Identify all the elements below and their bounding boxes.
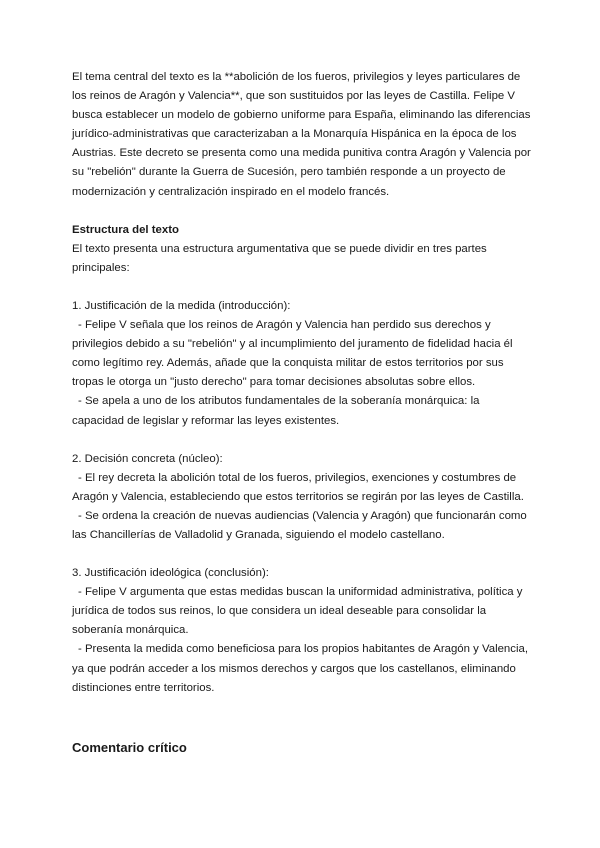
document-page xyxy=(72,68,532,757)
section-3-title: 3. Justificación ideológica (conclusión): xyxy=(72,567,269,580)
section-1-point-2: - Se apela a uno de los atributos fundamentales de la soberanía monárquica: la capacidad de legislar y reformar las leyes existentes. xyxy=(72,395,480,427)
spacer xyxy=(72,545,532,564)
spacer xyxy=(72,431,532,450)
section-2-title: 2. Decisión concreta (núcleo): xyxy=(72,452,223,465)
spacer xyxy=(72,202,532,221)
section-2-point-2: - Se ordena la creación de nuevas audiencias (Valencia y Aragón) que funcionarán como las Chancillerías de Valladolid y Granada, siguiendo el modelo castellano. xyxy=(72,509,527,541)
comment-heading: Comentario crítico xyxy=(72,739,187,755)
intro-paragraph: El tema central del texto es la **abolición de los fueros, privilegios y leyes particulares de los reinos de Aragón y Valencia**, que son sustituidos por las leyes de Castilla. Felipe V busca establecer un modelo de gobierno uniforme para España, eliminando las diferencias jurídico-administrativas que caracterizaban a la Monarquía Hispánica en la época de los Austrias. Este decreto se presenta como una medida punitiva contra Aragón y Valencia por su "rebelión" durante la Guerra de Sucesión, pero también responde a un proyecto de modernización y centralización inspirado en el modelo francés. xyxy=(72,71,531,198)
spacer xyxy=(72,698,532,738)
structure-intro: El texto presenta una estructura argumentativa que se puede dividir en tres partes principales: xyxy=(72,242,487,274)
section-3-point-2: - Presenta la medida como beneficiosa para los propios habitantes de Aragón y Valencia, ya que podrán acceder a los mismos derechos y cargos que los castellanos, eliminando distinciones entre territorios. xyxy=(72,643,528,694)
section-1-title: 1. Justificación de la medida (introducción): xyxy=(72,299,291,312)
structure-heading: Estructura del texto xyxy=(72,223,179,236)
section-1-point-1: - Felipe V señala que los reinos de Aragón y Valencia han perdido sus derechos y privilegios debido a su "rebelión" y al incumplimiento del juramento de fidelidad hacia él como legítimo rey. Además, añade que la conquista militar de estos territorios por sus tropas le otorga un "justo derecho" para tomar decisiones absolutas sobre ellos. xyxy=(72,319,513,389)
section-3-point-1: - Felipe V argumenta que estas medidas buscan la uniformidad administrativa, política y jurídica de todos sus reinos, lo que considera un ideal deseable para consolidar la soberanía monárquica. xyxy=(72,586,523,637)
spacer xyxy=(72,278,532,297)
section-2-point-1: - El rey decreta la abolición total de los fueros, privilegios, exenciones y costumbres de Aragón y Valencia, estableciendo que estos territorios se regirán por las leyes de Castilla. xyxy=(72,471,524,503)
